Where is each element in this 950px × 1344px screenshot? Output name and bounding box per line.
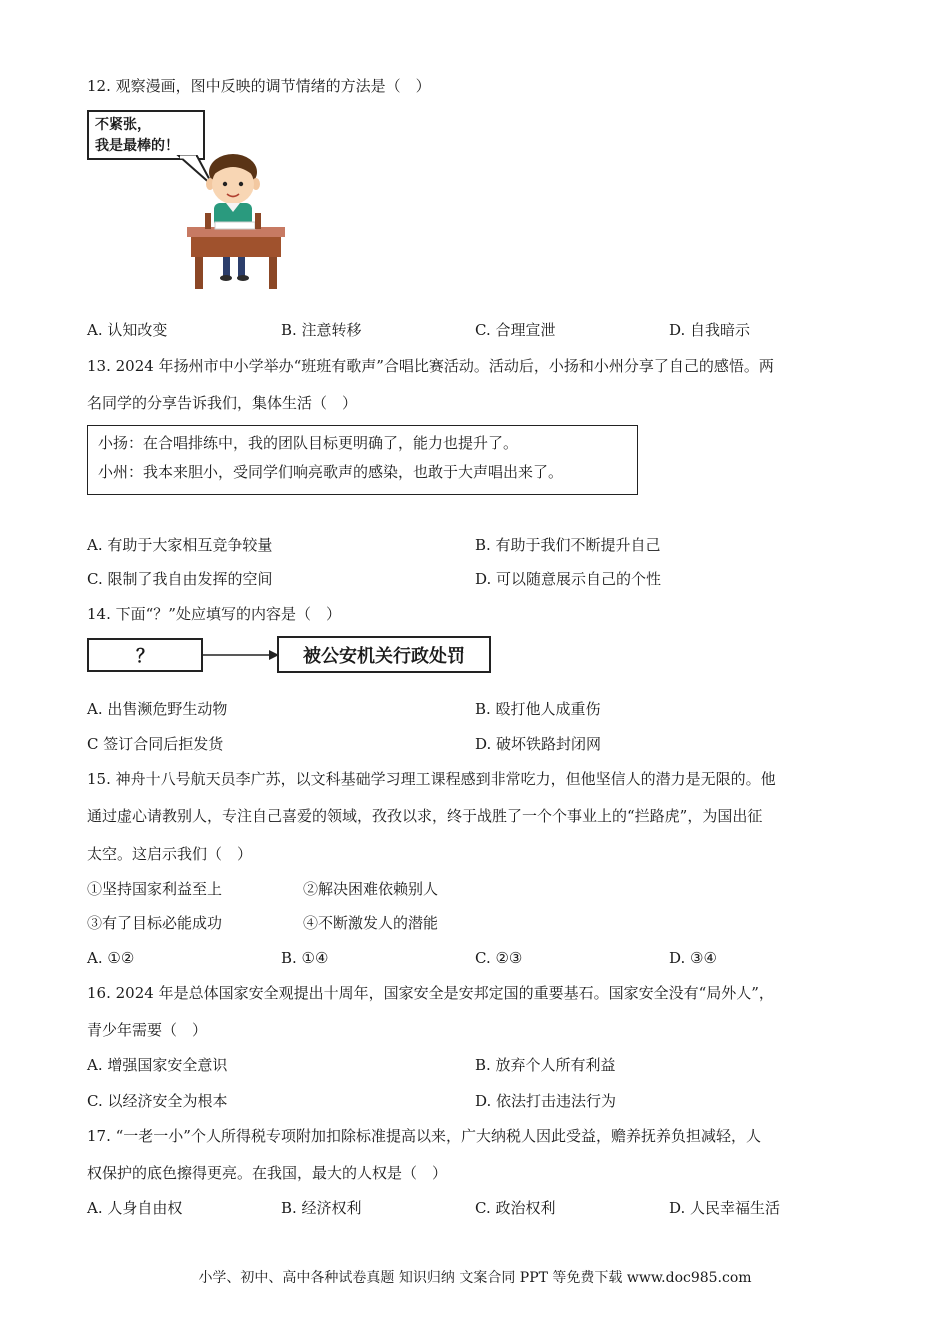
q14-unknown-box: ？ xyxy=(87,638,203,672)
q15-stem-line2: 通过虚心请教别人，专注自己喜爱的领域，孜孜以求，终于战胜了一个个事业上的“拦路虎”，为国出征 xyxy=(87,807,763,825)
q13-box-line2: 小州：我本来胆小，受同学们响亮歌声的感染，也敢于大声唱出来了。 xyxy=(98,463,564,481)
q12-option-d: D. 自我暗示 xyxy=(669,321,751,339)
q14-option-b: B. 殴打他人成重伤 xyxy=(475,700,601,718)
q15-item-4: ④不断激发人的潜能 xyxy=(303,914,439,932)
q17-option-b: B. 经济权利 xyxy=(281,1199,362,1217)
bubble-text-line1: 不紧张， xyxy=(95,117,151,133)
q15-item-3: ③有了目标必能成功 xyxy=(87,914,223,932)
q14-option-d: D. 破坏铁路封闭网 xyxy=(475,735,602,753)
page-footer: 小学、初中、高中各种试卷真题 知识归纳 文案合同 PPT 等免费下载 www.doc985.com xyxy=(198,1270,752,1286)
q15-stem-line1: 15. 神舟十八号航天员李广苏，以文科基础学习理工课程感到非常吃力，但他坚信人的潜力是无限的。他 xyxy=(87,770,776,788)
q15-stem-line3: 太空。这启示我们（ ） xyxy=(87,845,253,863)
q12-option-b: B. 注意转移 xyxy=(281,321,362,339)
bubble-text-line2: 我是最棒的！ xyxy=(95,138,179,154)
q16-option-b: B. 放弃个人所有利益 xyxy=(475,1056,616,1074)
q15-option-b: B. ①④ xyxy=(281,949,329,967)
q17-option-a: A. 人身自由权 xyxy=(87,1199,183,1217)
q14-option-a: A. 出售濒危野生动物 xyxy=(87,700,228,718)
q14-result-box: 被公安机关行政处罚 xyxy=(277,636,491,673)
q15-item-2: ②解决困难依赖别人 xyxy=(303,880,439,898)
q17-option-c: C. 政治权利 xyxy=(475,1199,556,1217)
q12-option-a: A. 认知改变 xyxy=(87,321,168,339)
q13-option-b: B. 有助于我们不断提升自己 xyxy=(475,536,661,554)
q12-option-c: C. 合理宣泄 xyxy=(475,321,556,339)
q16-stem-line2: 青少年需要（ ） xyxy=(87,1021,208,1039)
arrow-right-icon xyxy=(203,646,279,664)
q16-option-a: A. 增强国家安全意识 xyxy=(87,1056,228,1074)
q15-option-a: A. ①② xyxy=(87,949,135,967)
q13-box-line1: 小扬：在合唱排练中，我的团队目标更明确了，能力也提升了。 xyxy=(98,434,519,452)
q13-stem-line1: 13. 2024 年扬州市中小学举办“班班有歌声”合唱比赛活动。活动后，小扬和小州分享了自己的感悟。两 xyxy=(87,357,774,375)
q17-stem-line2: 权保护的底色擦得更亮。在我国，最大的人权是（ ） xyxy=(87,1164,448,1182)
q16-stem-line1: 16. 2024 年是总体国家安全观提出十周年，国家安全是安邦定国的重要基石。国家安全没有“局外人”， xyxy=(87,984,774,1002)
q14-stem: 14. 下面“？”处应填写的内容是（ ） xyxy=(87,605,341,623)
q14-option-c: C 签订合同后拒发货 xyxy=(87,735,224,753)
q15-option-d: D. ③④ xyxy=(669,949,717,967)
student-at-desk-illustration xyxy=(87,110,297,295)
q13-option-c: C. 限制了我自由发挥的空间 xyxy=(87,570,273,588)
q15-item-1: ①坚持国家利益至上 xyxy=(87,880,223,898)
q15-option-c: C. ②③ xyxy=(475,949,523,967)
q16-option-d: D. 依法打击违法行为 xyxy=(475,1092,617,1110)
q13-quote-box xyxy=(87,425,638,495)
q13-stem-line2: 名同学的分享告诉我们，集体生活（ ） xyxy=(87,394,358,412)
q12-cartoon xyxy=(87,110,297,295)
q16-option-c: C. 以经济安全为根本 xyxy=(87,1092,228,1110)
q17-stem-line1: 17. “一老一小”个人所得税专项附加扣除标准提高以来，广大纳税人因此受益，赡养抚养负担减轻，人 xyxy=(87,1127,761,1145)
q12-stem: 12. 观察漫画，图中反映的调节情绪的方法是（ ） xyxy=(87,77,431,95)
q17-option-d: D. 人民幸福生活 xyxy=(669,1199,781,1217)
q13-option-a: A. 有助于大家相互竞争较量 xyxy=(87,536,273,554)
q13-option-d: D. 可以随意展示自己的个性 xyxy=(475,570,662,588)
